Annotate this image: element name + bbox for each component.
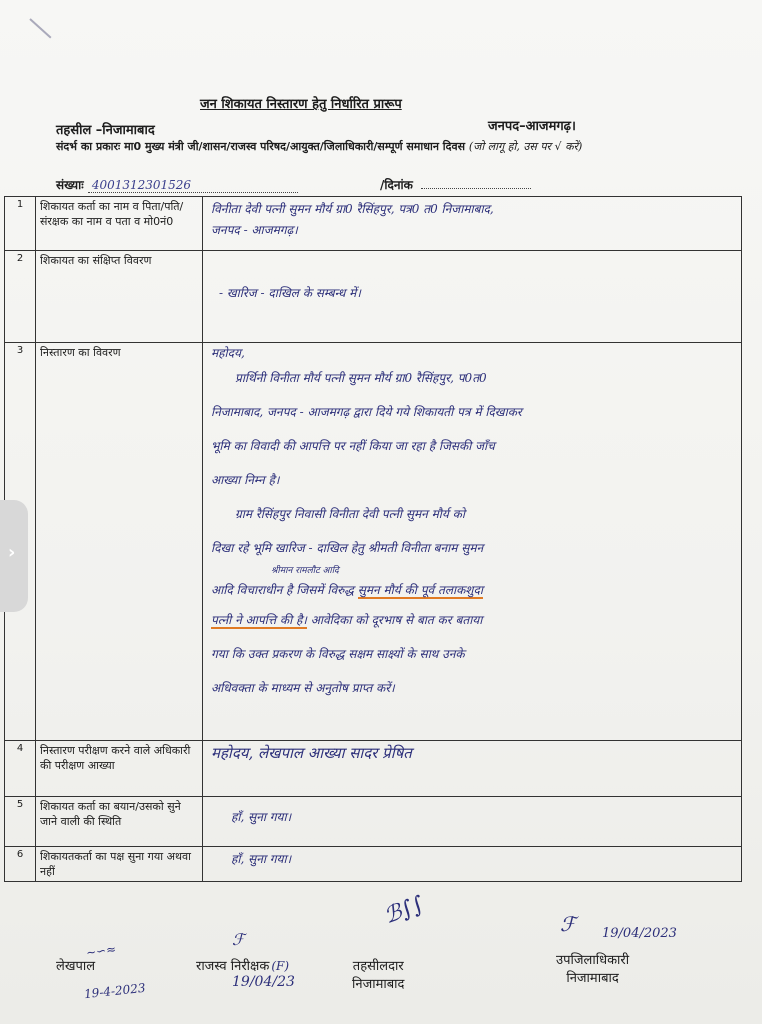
- hand-line: महोदय, लेखपाल आख्या सादर प्रेषित: [211, 744, 412, 762]
- hand-line: ग्राम रैसिंहपुर निवासी विनीता देवी पत्नी सुमन मौर्य को: [235, 507, 465, 521]
- row-label: शिकायत कर्ता का बयान/उसको सुने जाने वाली की स्थिति: [36, 797, 203, 847]
- row-label: निस्तारण परीक्षण करने वाले अधिकारी की परीक्षण आख्या: [36, 741, 203, 797]
- tehsildar-label: तहसीलदार: [352, 959, 404, 974]
- row-label: शिकायत का संक्षिप्त विवरण: [36, 251, 203, 343]
- hand-text: आवेदिका को दूरभाष से बात कर बताया: [310, 613, 483, 627]
- row-number: 2: [5, 251, 36, 343]
- tehsil-label: तहसील –निजामाबाद: [56, 123, 155, 138]
- rajasv-designation: [196, 956, 289, 974]
- chevron-right-icon: ›: [8, 542, 16, 563]
- hand-line: - खारिज - दाखिल के सम्बन्ध में।: [219, 286, 361, 300]
- number-row: [56, 176, 302, 193]
- row-value: [203, 797, 742, 847]
- table-row: [5, 797, 742, 847]
- hand-line: भूमि का विवादी की आपत्ति पर नहीं किया जा रहा है जिसकी जाँच: [211, 439, 495, 453]
- reference-type: [56, 138, 716, 155]
- row-number: 5: [5, 797, 36, 847]
- row-label: निस्तारण का विवरण: [36, 343, 203, 741]
- row-value: [203, 741, 742, 797]
- hand-line: हाँ, सुना गया।: [231, 810, 292, 824]
- row-number: 4: [5, 741, 36, 797]
- row-value: [203, 197, 742, 251]
- hand-line: निजामाबाद, जनपद - आजमगढ़ द्वारा दिये गये शिकायती पत्र में दिखाकर: [211, 405, 522, 419]
- upjiladhikari-label: उपजिलाधिकारी: [556, 953, 630, 968]
- hand-line: [211, 603, 737, 637]
- date-row: [380, 176, 531, 193]
- hand-line: जनपद - आजमगढ़।: [211, 223, 298, 237]
- date-label: /दिनांक: [380, 178, 413, 192]
- row-label: शिकायत कर्ता का नाम व पिता/पति/ संरक्षक का नाम व पता व मो0नं0: [36, 197, 203, 251]
- tehsildar-designation: [352, 956, 404, 992]
- lekhpal-date: 19-4-2023: [83, 980, 147, 1002]
- rajasv-signature: ℱ: [232, 930, 245, 949]
- complaint-form-table: [4, 196, 742, 882]
- upjiladhikari-signature: ℱ: [560, 912, 576, 936]
- number-label: संख्याः: [56, 178, 84, 192]
- underlined-text: सुमन मौर्य की पूर्व तलाकशुदा: [357, 583, 483, 597]
- upjiladhikari-designation: [556, 950, 629, 986]
- janpad-label: जनपद–आजमगढ़।: [488, 119, 576, 134]
- rajasv-date: 19/04/23: [232, 974, 295, 990]
- hand-line: अधिवक्ता के माध्यम से अनुतोष प्राप्त करें।: [211, 681, 395, 695]
- lekhpal-designation: लेखपाल: [56, 959, 96, 974]
- underlined-text: पत्नी ने आपत्ति की है।: [211, 613, 307, 627]
- lekhpal-signature: ~∽≈: [85, 941, 117, 961]
- row-value: [203, 251, 742, 343]
- reference-type-note: (जो लागू हो, उस पर √ करें): [468, 140, 583, 153]
- hand-line: [211, 577, 737, 603]
- row-number: 6: [5, 847, 36, 882]
- upjiladhikari-place: निजामाबाद: [566, 971, 619, 986]
- hand-line: हाँ, सुना गया।: [231, 852, 292, 866]
- row-number: 3: [5, 343, 36, 741]
- table-row: [5, 197, 742, 251]
- reference-type-label: संदर्भ का प्रकारः मा0 मुख्य मंत्री जी/शासन/राजस्व परिषद/आयुक्त/जिलाधिकारी/सम्पूर्ण समाधान दिवस: [56, 140, 466, 153]
- salutation: महोदय,: [211, 346, 245, 360]
- next-page-tab[interactable]: [0, 500, 28, 612]
- pen-mark: [29, 18, 51, 38]
- insertion-note: श्रीमान रामलौट आदि: [271, 566, 339, 576]
- row-number: 1: [5, 197, 36, 251]
- table-row: [5, 251, 742, 343]
- table-row: [5, 847, 742, 882]
- hand-line: प्रार्थिनी विनीता मौर्य पत्नी सुमन मौर्य ग्रा0 रैसिंहपुर, प0त0: [235, 371, 487, 385]
- hand-line: दिखा रहे भूमि खारिज - दाखिल हेतु श्रीमती विनीता बनाम सुमन: [211, 541, 484, 555]
- hand-line: गया कि उक्त प्रकरण के विरुद्ध सक्षम साक्ष्यों के साथ उनके: [211, 647, 465, 661]
- form-title: जन शिकायत निस्तारण हेतु निर्धारित प्रारूप: [200, 97, 402, 112]
- hand-text: आदि विचाराधीन है जिसमें विरुद्ध: [211, 583, 354, 597]
- hand-line: विनीता देवी पत्नी सुमन मौर्य ग्रा0 रैसिंहपुर, पत्र0 त0 निजामाबाद,: [211, 202, 494, 216]
- tehsildar-signature: ℬ∫∫: [380, 891, 428, 930]
- row-value: [203, 847, 742, 882]
- row-value: [203, 343, 742, 741]
- rajasv-label: राजस्व निरीक्षक: [196, 959, 270, 974]
- table-row: [5, 741, 742, 797]
- hand-line: आख्या निम्न है।: [211, 473, 280, 487]
- table-row: [5, 343, 742, 741]
- row-label: शिकायतकर्ता का पक्ष सुना गया अथवा नहीं: [36, 847, 203, 882]
- rajasv-suffix: (F): [271, 959, 290, 973]
- upjiladhikari-date: 19/04/2023: [602, 926, 677, 941]
- tehsildar-place: निजामाबाद: [352, 977, 405, 992]
- number-value: 4001312301526: [91, 178, 192, 192]
